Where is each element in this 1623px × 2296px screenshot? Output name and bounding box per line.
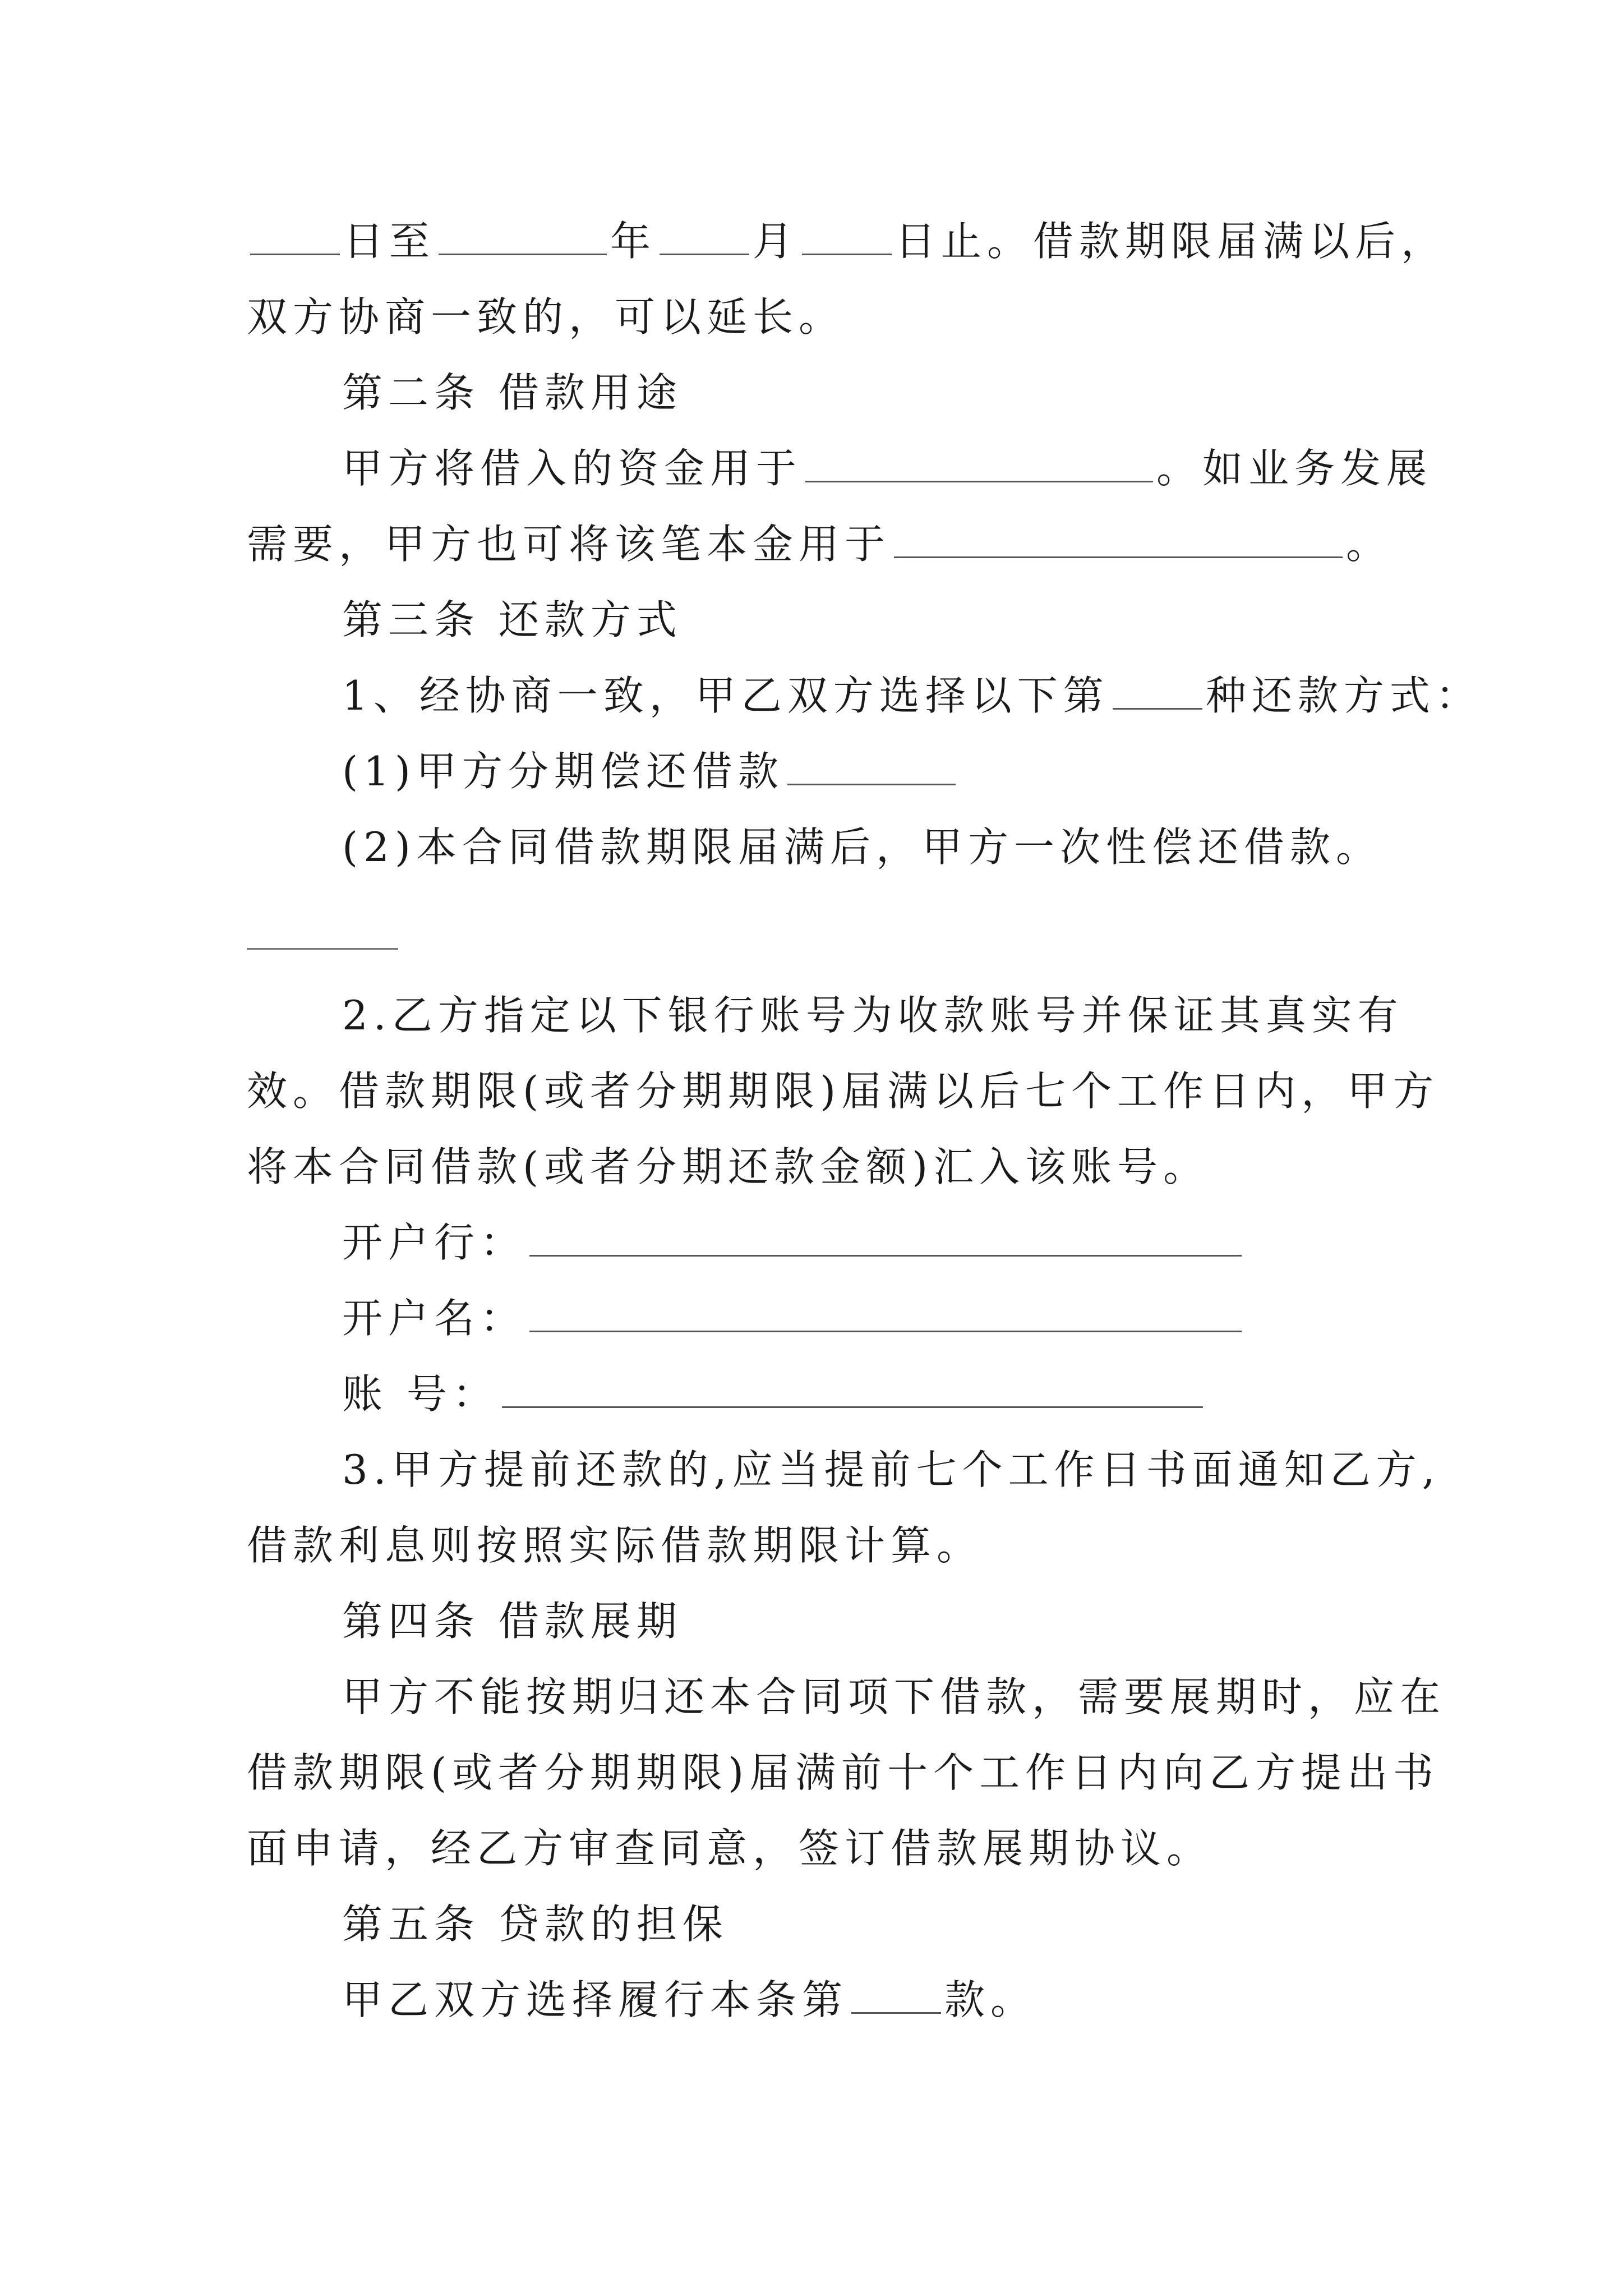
bank-line: 开户行： (342, 1214, 1492, 1271)
blank-field (250, 214, 340, 255)
text-line: 甲乙双方选择履行本条第 款。 (342, 1972, 1492, 2028)
text-line: 1、经协商一致，甲乙双方选择以下第 种还款方式： (342, 668, 1492, 724)
text-line: 借款期限(或者分期期限)届满前十个工作日内向乙方提出书 (247, 1749, 1440, 1796)
article-2-title: 第二条 借款用途 (342, 369, 683, 416)
text-line: 甲方将借入的资金用于 。如业务发展 (342, 440, 1492, 496)
blank-field (805, 441, 1153, 482)
divider (247, 948, 398, 950)
text-line: 面申请，经乙方审查同意，签订借款展期协议。 (247, 1825, 1213, 1872)
text-line: (1)甲方分期偿还借款 (342, 743, 1492, 799)
blank-field (660, 214, 749, 255)
blank-field (894, 517, 1343, 558)
account-name-line: 开户名： (342, 1290, 1492, 1346)
text-line: 3.甲方提前还款的,应当提前七个工作日书面通知乙方, (342, 1446, 1441, 1493)
text-line: 双方协商一致的，可以延长。 (247, 293, 845, 341)
article-4-title: 第四条 借款展期 (342, 1598, 683, 1645)
blank-field (502, 1367, 1203, 1408)
text-line: (2)本合同借款期限届满后，甲方一次性偿还借款。 (342, 823, 1382, 871)
blank-field (529, 1291, 1242, 1332)
account-number-line: 账 号： (342, 1366, 1492, 1422)
article-3-title: 第三条 还款方式 (342, 596, 683, 643)
text-line: 甲方不能按期归还本合同项下借款，需要展期时，应在 (342, 1673, 1446, 1720)
blank-field (439, 214, 607, 255)
text-line: 借款利息则按照实际借款期限计算。 (247, 1522, 983, 1569)
blank-field (787, 744, 956, 785)
text-line: 日至 年 月 日止。借款期限届满以后， (247, 213, 1396, 269)
blank-field (851, 1973, 941, 2014)
text-line: 效。借款期限(或者分期期限)届满以后七个工作日内，甲方 (247, 1068, 1440, 1115)
blank-field (802, 214, 892, 255)
blank-field (529, 1216, 1242, 1257)
text-line: 2.乙方指定以下银行账号为收款账号并保证其真实有 (342, 992, 1404, 1039)
text-line: 将本合同借款(或者分期还款金额)汇入该账号。 (247, 1143, 1210, 1190)
blank-field (1113, 669, 1202, 710)
text-line: 需要，甲方也可将该笔本金用于 。 (247, 516, 1396, 572)
article-5-title: 第五条 贷款的担保 (342, 1901, 728, 1948)
